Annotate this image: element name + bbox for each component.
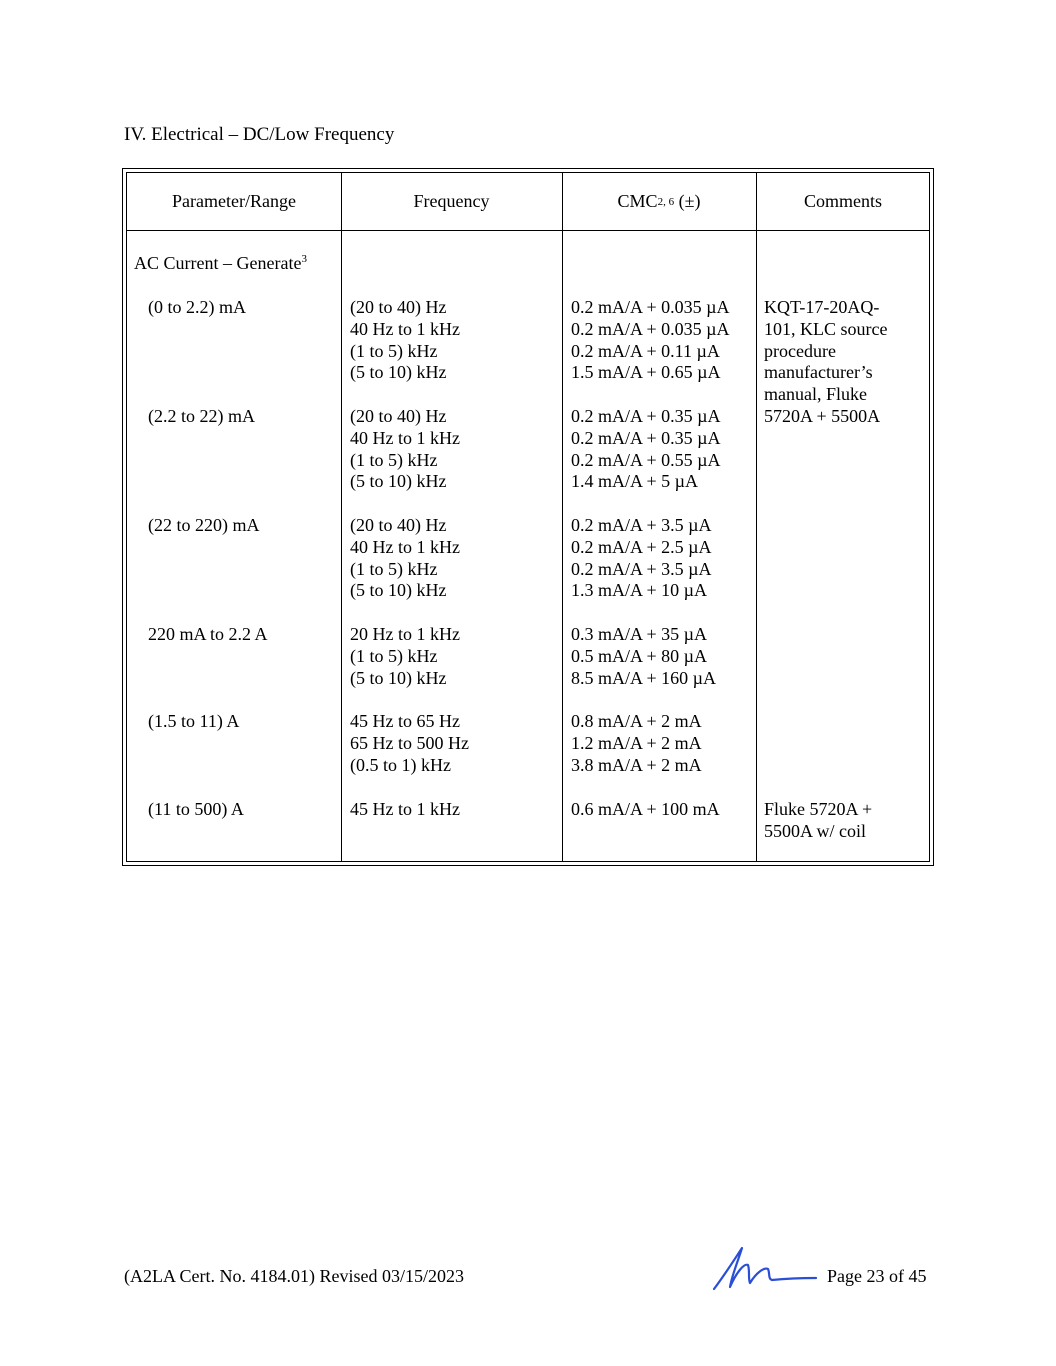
header-frequency: Frequency xyxy=(413,191,490,211)
cmc-line: 0.5 mA/A + 80 µA xyxy=(571,645,708,666)
frequency-cell xyxy=(350,711,469,776)
cmc-line: 1.5 mA/A + 0.65 µA xyxy=(571,362,721,383)
header-cmc-footnote: 2, 6 xyxy=(657,195,675,208)
frequency-line: 40 Hz to 1 kHz xyxy=(350,427,460,448)
frequency-line: (20 to 40) Hz xyxy=(350,406,447,426)
comment-line: manual, Fluke xyxy=(764,384,867,405)
comment-line: manufacturer’s xyxy=(764,362,873,383)
cmc-cell xyxy=(571,624,716,689)
range-cell: (0 to 2.2) mA xyxy=(148,297,246,317)
frequency-cell xyxy=(350,799,460,821)
range-cell: 220 mA to 2.2 A xyxy=(148,624,268,644)
header-parameter: Parameter/Range xyxy=(172,191,296,211)
header-cmc-label: CMC xyxy=(617,191,658,211)
comment-line: 5720A + 5500A xyxy=(764,405,881,426)
header-cmc-suffix: (±) xyxy=(674,191,701,211)
cmc-line: 0.2 mA/A + 0.55 µA xyxy=(571,449,721,470)
cmc-cell xyxy=(571,799,720,821)
cmc-line: 1.2 mA/A + 2 mA xyxy=(571,732,702,753)
cmc-line: 0.3 mA/A + 35 µA xyxy=(571,624,708,644)
frequency-line: 45 Hz to 65 Hz xyxy=(350,711,460,731)
frequency-line: (1 to 5) kHz xyxy=(350,645,438,666)
frequency-line: (0.5 to 1) kHz xyxy=(350,754,451,775)
column-divider-1 xyxy=(341,173,342,861)
comments-cell-last xyxy=(764,799,872,843)
frequency-line: (20 to 40) Hz xyxy=(350,297,447,317)
frequency-line: (20 to 40) Hz xyxy=(350,515,447,535)
frequency-line: 65 Hz to 500 Hz xyxy=(350,732,469,753)
table-inner-border xyxy=(126,172,930,862)
cmc-cell xyxy=(571,711,702,776)
cmc-cell xyxy=(571,297,730,384)
header-comments: Comments xyxy=(803,191,882,211)
cmc-line: 0.2 mA/A + 0.35 µA xyxy=(571,427,721,448)
frequency-line: 20 Hz to 1 kHz xyxy=(350,624,460,644)
frequency-line: 40 Hz to 1 kHz xyxy=(350,318,460,339)
cmc-line: 0.2 mA/A + 3.5 µA xyxy=(571,515,712,535)
cmc-line: 8.5 mA/A + 160 µA xyxy=(571,667,717,688)
column-divider-3 xyxy=(756,173,757,861)
comment-line: KQT-17-20AQ- xyxy=(764,297,880,317)
cmc-line: 0.8 mA/A + 2 mA xyxy=(571,711,702,731)
cmc-line: 0.2 mA/A + 3.5 µA xyxy=(571,558,712,579)
comment-line: procedure xyxy=(764,340,836,361)
cmc-line: 0.2 mA/A + 0.35 µA xyxy=(571,406,721,426)
comment-line: 5500A w/ coil xyxy=(764,820,866,841)
calibration-table xyxy=(122,168,934,866)
section-title: IV. Electrical – DC/Low Frequency xyxy=(124,124,395,145)
range-cell: (22 to 220) mA xyxy=(148,515,260,535)
frequency-line: (1 to 5) kHz xyxy=(350,449,438,470)
cmc-line: 0.2 mA/A + 0.035 µA xyxy=(571,297,730,317)
frequency-cell xyxy=(350,515,460,602)
frequency-cell xyxy=(350,297,460,384)
frequency-line: (1 to 5) kHz xyxy=(350,340,438,361)
cmc-line: 3.8 mA/A + 2 mA xyxy=(571,754,702,775)
cmc-line: 1.4 mA/A + 5 µA xyxy=(571,471,699,492)
frequency-line: (5 to 10) kHz xyxy=(350,667,447,688)
frequency-line: 40 Hz to 1 kHz xyxy=(350,536,460,557)
range-cell: (11 to 500) A xyxy=(148,799,244,819)
frequency-line: 45 Hz to 1 kHz xyxy=(350,799,460,819)
cmc-line: 0.6 mA/A + 100 mA xyxy=(571,799,720,819)
range-cell: (1.5 to 11) A xyxy=(148,711,240,731)
column-divider-2 xyxy=(562,173,563,861)
signature-icon xyxy=(712,1243,820,1293)
category-label xyxy=(134,253,307,275)
frequency-line: (5 to 10) kHz xyxy=(350,580,447,601)
comments-cell-first xyxy=(764,297,887,428)
cmc-line: 1.3 mA/A + 10 µA xyxy=(571,580,708,601)
category-text: AC Current – Generate xyxy=(134,253,302,273)
cmc-line: 0.2 mA/A + 0.11 µA xyxy=(571,340,720,361)
cmc-cell xyxy=(571,515,712,602)
footer-cert: (A2LA Cert. No. 4184.01) Revised 03/15/2023 xyxy=(124,1266,464,1286)
frequency-cell xyxy=(350,624,460,689)
footer-page-number: Page 23 of 45 xyxy=(827,1266,927,1286)
frequency-line: (1 to 5) kHz xyxy=(350,558,438,579)
frequency-line: (5 to 10) kHz xyxy=(350,471,447,492)
header-divider xyxy=(127,230,929,231)
frequency-line: (5 to 10) kHz xyxy=(350,362,447,383)
cmc-cell xyxy=(571,406,721,493)
cmc-line: 0.2 mA/A + 2.5 µA xyxy=(571,536,712,557)
range-cell: (2.2 to 22) mA xyxy=(148,406,255,426)
category-footnote: 3 xyxy=(301,253,307,265)
header-cmc xyxy=(562,173,756,230)
frequency-cell xyxy=(350,406,460,493)
comment-line: Fluke 5720A + xyxy=(764,799,873,819)
cmc-line: 0.2 mA/A + 0.035 µA xyxy=(571,318,730,339)
comment-line: 101, KLC source xyxy=(764,318,888,339)
